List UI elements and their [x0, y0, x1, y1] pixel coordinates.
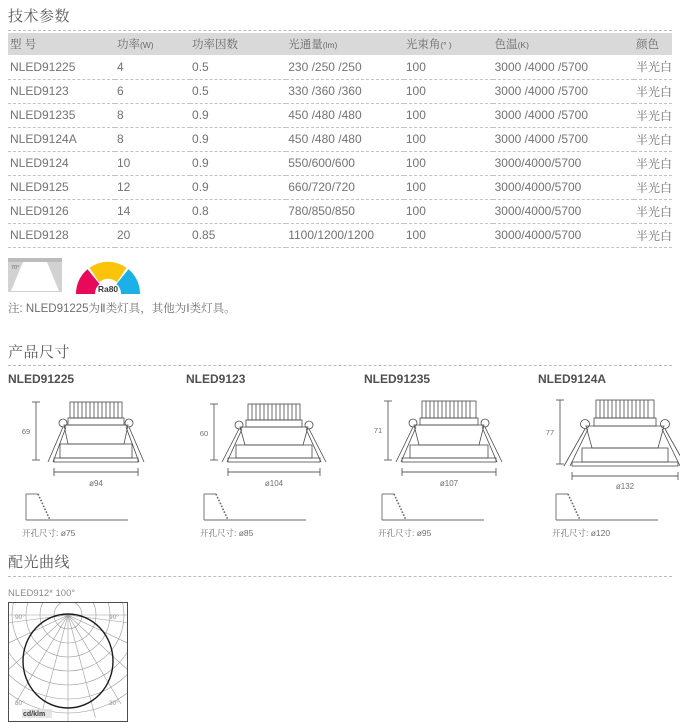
- dimension-card: [364, 372, 539, 537]
- header-color-temperature-unit: (K): [517, 40, 529, 50]
- header-power: [115, 33, 190, 55]
- dimension-diameter-value: ø104: [264, 479, 284, 488]
- footnote: 注: NLED91225为Ⅱ类灯具，其他为Ⅰ类灯具。: [8, 303, 236, 315]
- dimension-height-value: 77: [545, 428, 555, 437]
- cell-color: 半光白: [634, 199, 672, 223]
- dimension-diameter-value: ø132: [615, 482, 635, 491]
- cutout-size-label: 开孔尺寸: ø75: [22, 528, 76, 538]
- polar-diagram-svg: [9, 603, 127, 721]
- header-power-factor-label: 功率因数: [192, 39, 239, 51]
- dimension-diameter-value: ø94: [89, 479, 103, 488]
- cell-power-factor: 0.85: [190, 223, 286, 247]
- cell-color-temperature: 3000 /4000 /5700: [493, 103, 634, 127]
- table-row: [8, 103, 672, 127]
- fixture-drawing: [186, 392, 361, 492]
- table-row: [8, 127, 672, 151]
- cell-luminous-flux: 230 /250 /250: [286, 55, 404, 79]
- cell-beam-angle: 100: [404, 151, 493, 175]
- cell-power: 8: [115, 127, 190, 151]
- cell-luminous-flux: 450 /480 /480: [286, 103, 404, 127]
- cell-power: 4: [115, 55, 190, 79]
- tech-params-divider: [8, 30, 672, 31]
- cell-power: 20: [115, 223, 190, 247]
- cri-ra80-icon: [72, 256, 144, 298]
- cell-color: 半光白: [634, 55, 672, 79]
- cell-beam-angle: 100: [404, 199, 493, 223]
- cell-color-temperature: 3000/4000/5700: [493, 151, 634, 175]
- polar-label-right-30: 30°: [109, 700, 119, 707]
- cell-color-temperature: 3000 /4000 /5700: [493, 127, 634, 151]
- cell-color: 半光白: [634, 175, 672, 199]
- table-row: [8, 199, 672, 223]
- cell-beam-angle: 100: [404, 55, 493, 79]
- header-beam-angle-label: 光束角: [405, 39, 441, 51]
- photometric-curve-label: NLED912* 100°: [8, 588, 76, 599]
- cell-color: 半光白: [634, 127, 672, 151]
- polar-diagram: [8, 602, 128, 722]
- header-color-label: 颜色: [635, 39, 659, 51]
- cell-power: 14: [115, 199, 190, 223]
- cell-model: NLED9126: [8, 199, 115, 223]
- header-luminous-flux: [286, 33, 404, 55]
- table-row: [8, 151, 672, 175]
- dimension-height-value: 60: [199, 429, 209, 438]
- cell-power-factor: 0.9: [190, 127, 286, 151]
- header-luminous-flux-unit: (lm): [322, 40, 338, 50]
- polar-label-left-30: 30°: [15, 700, 25, 707]
- cell-luminous-flux: 780/850/850: [286, 199, 404, 223]
- cell-power-factor: 0.5: [190, 79, 286, 103]
- dimension-card: [186, 372, 361, 537]
- header-power-factor: [190, 33, 286, 55]
- header-beam-angle-unit: (° ): [440, 40, 452, 50]
- header-color-temperature: [493, 33, 634, 55]
- dimensions-heading: 产品尺寸: [8, 344, 71, 361]
- cell-power-factor: 0.8: [190, 199, 286, 223]
- polar-unit-label: cd/klm: [23, 711, 46, 718]
- header-color: [634, 33, 672, 55]
- cell-color-temperature: 3000 /4000 /5700: [493, 55, 634, 79]
- dimension-card: [8, 372, 183, 537]
- cell-color-temperature: 3000/4000/5700: [493, 175, 634, 199]
- cutout-size-label: 开孔尺寸: ø95: [378, 528, 432, 538]
- photometric-heading: 配光曲线: [8, 554, 71, 571]
- dimension-grid: [0, 372, 680, 537]
- cell-power: 6: [115, 79, 190, 103]
- cutout-drawing: [364, 492, 539, 540]
- cri-ra80-label: Ra80: [97, 284, 119, 294]
- header-power-label: 功率: [116, 39, 140, 51]
- header-model: [8, 33, 115, 55]
- fixture-drawing: [364, 392, 539, 492]
- table-row: [8, 223, 672, 247]
- cutout-size-label: 开孔尺寸: ø85: [200, 528, 254, 538]
- cell-luminous-flux: 330 /360 /360: [286, 79, 404, 103]
- cell-luminous-flux: 450 /480 /480: [286, 127, 404, 151]
- cell-power: 12: [115, 175, 190, 199]
- cutout-drawing: [538, 492, 680, 540]
- cell-model: NLED9123: [8, 79, 115, 103]
- cell-power: 10: [115, 151, 190, 175]
- dimension-card: [538, 372, 680, 537]
- table-row: [8, 55, 672, 79]
- dimension-model-title: NLED91225: [8, 372, 75, 386]
- dimensions-divider: [8, 365, 672, 366]
- header-model-label: 型 号: [10, 39, 37, 51]
- header-luminous-flux-label: 光通量: [288, 39, 323, 51]
- cell-luminous-flux: 660/720/720: [286, 175, 404, 199]
- cell-model: NLED9128: [8, 223, 115, 247]
- cell-luminous-flux: 1100/1200/1200: [286, 223, 404, 247]
- cell-power-factor: 0.9: [190, 103, 286, 127]
- cell-color-temperature: 3000 /4000 /5700: [493, 79, 634, 103]
- cell-beam-angle: 100: [404, 79, 493, 103]
- beam-angle-icon-value: 70°: [11, 265, 20, 271]
- header-power-unit: (W): [139, 40, 154, 50]
- cell-model: NLED91235: [8, 103, 115, 127]
- cell-color-temperature: 3000/4000/5700: [493, 199, 634, 223]
- beam-angle-icon: [8, 258, 62, 296]
- cell-beam-angle: 100: [404, 223, 493, 247]
- cell-beam-angle: 100: [404, 127, 493, 151]
- table-row: [8, 79, 672, 103]
- dimension-height-value: 71: [373, 426, 383, 435]
- cell-model: NLED9125: [8, 175, 115, 199]
- table-row: [8, 175, 672, 199]
- header-color-temperature-label: 色温: [494, 39, 518, 51]
- cell-color: 半光白: [634, 103, 672, 127]
- header-beam-angle: [404, 33, 493, 55]
- dimension-height-value: 69: [21, 427, 31, 436]
- spec-table: [8, 33, 672, 248]
- cell-power-factor: 0.9: [190, 151, 286, 175]
- dimension-diameter-value: ø107: [439, 479, 459, 488]
- spec-table-header: [8, 33, 672, 55]
- cell-power-factor: 0.5: [190, 55, 286, 79]
- cutout-drawing: [8, 492, 183, 540]
- spec-header-row: [8, 33, 672, 55]
- fixture-drawing: [538, 392, 680, 492]
- photometric-chart: [8, 588, 128, 722]
- dimension-model-title: NLED9123: [186, 372, 246, 386]
- cell-model: NLED91225: [8, 55, 115, 79]
- cell-power-factor: 0.9: [190, 175, 286, 199]
- polar-label-left-90: 90°: [15, 614, 25, 621]
- cell-beam-angle: 100: [404, 103, 493, 127]
- cell-color-temperature: 3000/4000/5700: [493, 223, 634, 247]
- fixture-drawing: [8, 392, 183, 492]
- cell-power: 8: [115, 103, 190, 127]
- tech-params-heading: 技术参数: [8, 8, 71, 25]
- cell-color: 半光白: [634, 79, 672, 103]
- cell-beam-angle: 100: [404, 175, 493, 199]
- photometric-divider: [8, 576, 672, 577]
- dimension-model-title: NLED91235: [364, 372, 431, 386]
- cutout-drawing: [186, 492, 361, 540]
- dimension-model-title: NLED9124A: [538, 372, 607, 386]
- cutout-size-label: 开孔尺寸: ø120: [552, 528, 611, 538]
- cell-model: NLED9124: [8, 151, 115, 175]
- spec-table-body: [8, 55, 672, 247]
- cell-color: 半光白: [634, 151, 672, 175]
- cell-model: NLED9124A: [8, 127, 115, 151]
- cell-color: 半光白: [634, 223, 672, 247]
- polar-label-right-90: 90°: [109, 614, 119, 621]
- cell-luminous-flux: 550/600/600: [286, 151, 404, 175]
